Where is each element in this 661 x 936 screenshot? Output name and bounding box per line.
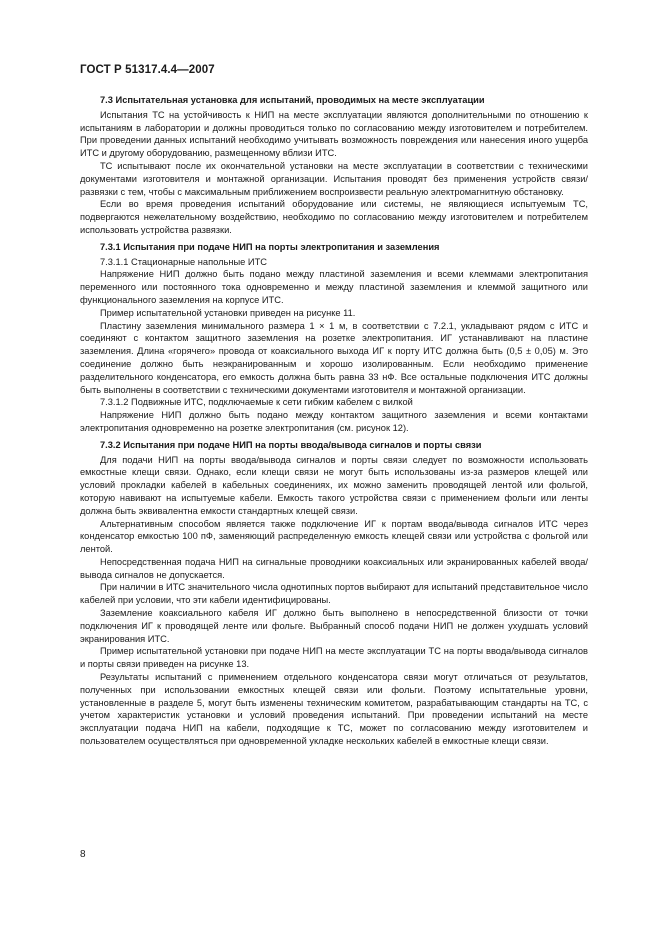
paragraph: Альтернативным способом является также подключение ИГ к портам ввода/вывода сигналов ИТС через конденсатор емкостью 100 пФ, заменяющий распределенную емкость клещей связи или устройства с фольгой или лентой. xyxy=(80,518,588,555)
body-text xyxy=(80,94,588,748)
paragraph: При наличии в ИТС значительного числа однотипных портов выбирают для испытаний представительное число кабелей при условии, что эти кабели идентифицированы. xyxy=(80,582,588,606)
paragraph: Заземление коаксиального кабеля ИГ должно быть выполнено в непосредственной близости от точки подключения ИГ к проводящей ленте или фольге. Выбранный способ подачи НИП не должен ухудшать условий экранирования ИТС. xyxy=(80,608,588,644)
paragraph: Для подачи НИП на порты ввода/вывода сигналов и порты связи следует по возможности использовать емкостные клещи связи. Однако, если клещи связи не могут быть использованы из-за размеров клещей или условий прокладки кабелей в кабельных соединениях, их можно заменить проводящей лентой или фольгой, которую навивают на испытуемые кабели. Емкость такого устройства связи с применением фольги или ленты должна быть эквивалентна емкости стандартных клещей связи. xyxy=(80,454,588,516)
paragraph: Пример испытательной установки при подаче НИП на месте эксплуатации ТС на порты ввода/вывода сигналов и порты связи приведен на рисунке 13. xyxy=(80,646,588,670)
document-id-header: ГОСТ Р 51317.4.4—2007 xyxy=(80,64,215,76)
paragraph: Непосредственная подача НИП на сигнальные проводники коаксиальных или экранированных кабелей ввода/вывода сигналов не допускается. xyxy=(80,556,588,580)
paragraph: 7.3.1.2 Подвижные ИТС, подключаемые к сети гибким кабелем с вилкой xyxy=(100,397,413,408)
paragraph: Результаты испытаний с применением отдельного конденсатора связи могут отличаться от результатов, полученных при использовании емкостных клещей связи или фольги. Поэтому испытательные уровни, установленные в разделе 5, могут быть изменены техническим комитетом, разрабатывающим стандарты на ТС, с учетом характеристик установки и условий проведения испытаний. При проведении испытаний на месте эксплуатации подача НИП на кабели, подходящие к ТС, может по согласованию между изготовителем и пользователем осуществляться при одновременной укладке нескольких кабелей в емкостные клещи связи. xyxy=(80,672,588,747)
paragraph: 7.3.1.1 Стационарные напольные ИТС xyxy=(100,256,268,267)
section-heading: 7.3.1 Испытания при подаче НИП на порты электропитания и заземления xyxy=(100,241,440,252)
section-heading: 7.3 Испытательная установка для испытаний, проводимых на месте эксплуатации xyxy=(100,95,485,105)
paragraph: Если во время проведения испытаний оборудование или системы, не являющиеся испытуемым ТС, подвергаются нежелательному воздействию, необходимо по согласованию между изготовителем и потребителем использовать устройства развязки. xyxy=(80,199,588,235)
paragraph: ТС испытывают после их окончательной установки на месте эксплуатации в соответствии с техническими документами изготовителя и монтажной организации. Испытания проводят без применения устройств связи/развязки с тем, чтобы с максимальным приближением воспроизвести реальную электромагнитную обстановку. xyxy=(80,160,588,197)
section-heading: 7.3.2 Испытания при подаче НИП на порты ввода/вывода сигналов и порты связи xyxy=(100,439,482,450)
paragraph: Испытания ТС на устойчивость к НИП на месте эксплуатации являются дополнительными по отношению к испытаниям в лаборатории и должны проводиться только по согласованию между изготовителем и потребителем. При проведении данных испытаний необходимо учитывать возможность повреждения или нанесения иного ущерба ИТС и другому оборудованию, размещенному вблизи ИТС. xyxy=(80,109,588,159)
page-number: 8 xyxy=(80,849,86,860)
paragraph: Напряжение НИП должно быть подано между пластиной заземления и всеми клеммами электропитания переменного или постоянного тока одновременно и между пластиной заземления и клеммой защитного или функционального заземления на корпусе ИТС. xyxy=(80,269,588,305)
paragraph: Напряжение НИП должно быть подано между контактом защитного заземления и всеми контактами электропитания одновременно на розетке электропитания (см. рисунок 12). xyxy=(80,410,588,433)
paragraph: Пластину заземления минимального размера 1 × 1 м, в соответствии с 7.2.1, укладывают рядом с ИТС и соединяют с контактом защитного заземления на розетке электропитания. ИГ устанавливают на пластине заземления. Длина «горячего» провода от коаксиального выхода ИГ к порту ИТС должна быть (0,5 ± 0,05) м. Это соединение должно быть неэкранированным и хорошо изолированным. Если необходимо применение разделительного конденсатора, его емкость должна быть равна 33 нФ. Все остальные подключения ИТС должны быть выполнены в соответствии с техническими документами изготовителя и монтажной организации. xyxy=(80,320,588,395)
paragraph: Пример испытательной установки приведен на рисунке 11. xyxy=(100,307,356,318)
